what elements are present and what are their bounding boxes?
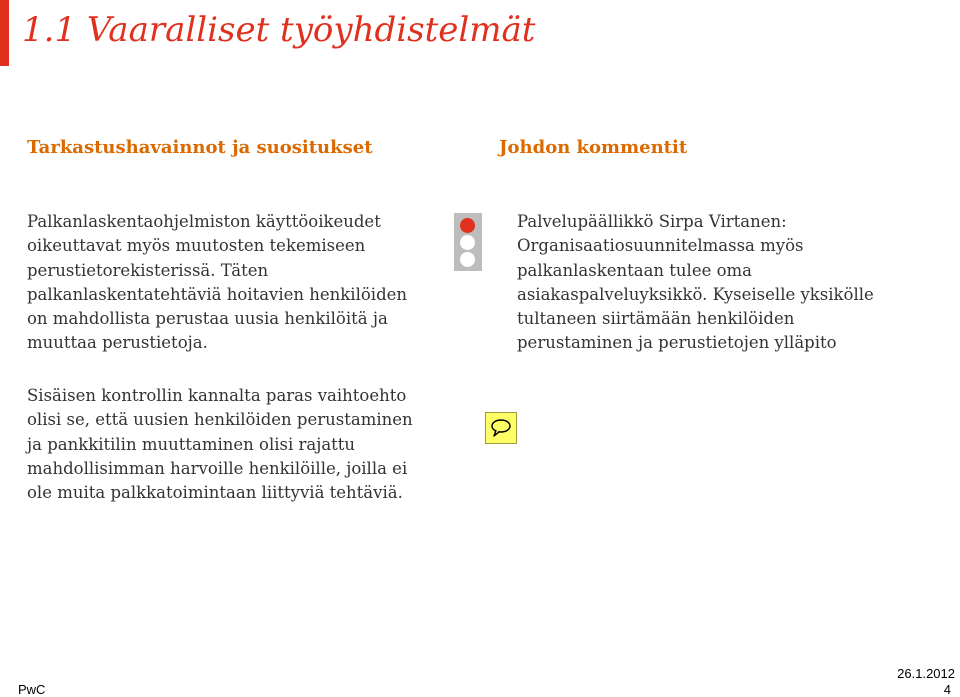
recommendation-line: mahdollisimman harvoille henkilöille, joilla ei <box>27 458 408 478</box>
recommendation-line: ole muita palkkatoimintaan liittyviä tehtäviä. <box>27 483 403 503</box>
speech-bubble-icon[interactable] <box>485 412 517 444</box>
footer-brand: PwC <box>18 682 46 697</box>
red-lamp-icon <box>460 218 475 233</box>
recommendation-paragraph <box>27 384 413 505</box>
traffic-light-icon <box>454 213 482 271</box>
yellow-lamp-off-icon <box>460 235 475 250</box>
recommendation-line: ja pankkitilin muuttaminen olisi rajattu <box>27 434 356 454</box>
comment-line: Palvelupäällikkö Sirpa Virtanen: <box>517 212 787 231</box>
management-comment-paragraph <box>517 210 874 356</box>
page-number: 4 <box>943 682 951 697</box>
comment-line: tultaneen siirtämään henkilöiden <box>517 309 795 329</box>
footer-date: 26.1.2012 <box>897 666 955 681</box>
title-accent-bar <box>0 0 9 66</box>
finding-paragraph <box>27 210 407 356</box>
recommendation-line: Sisäisen kontrollin kannalta paras vaihtoehto <box>27 386 407 405</box>
finding-line: muuttaa perustietoja. <box>27 333 208 353</box>
finding-line: perustietorekisterissä. Täten <box>27 260 269 280</box>
management-comments-heading: Johdon kommentit <box>499 137 688 158</box>
slide-title: 1.1 Vaaralliset työyhdistelmät <box>22 10 536 50</box>
recommendation-line: olisi se, että uusien henkilöiden perustaminen <box>27 410 413 430</box>
finding-line: oikeuttavat myös muutosten tekemiseen <box>27 236 366 256</box>
comment-line: perustaminen ja perustietojen ylläpito <box>517 333 837 353</box>
speech-bubble-glyph <box>486 413 516 443</box>
finding-line: Palkanlaskentaohjelmiston käyttöoikeudet <box>27 212 381 231</box>
comment-line: asiakaspalveluyksikkö. Kyseiselle yksikölle <box>517 284 874 304</box>
finding-line: on mahdollista perustaa uusia henkilöitä ja <box>27 309 388 329</box>
green-lamp-off-icon <box>460 252 475 267</box>
findings-heading: Tarkastushavainnot ja suositukset <box>27 137 373 158</box>
finding-line: palkanlaskentatehtäviä hoitavien henkilöiden <box>27 284 408 304</box>
comment-line: Organisaatiosuunnitelmassa myös <box>517 236 804 256</box>
comment-line: palkanlaskentaan tulee oma <box>517 260 753 280</box>
